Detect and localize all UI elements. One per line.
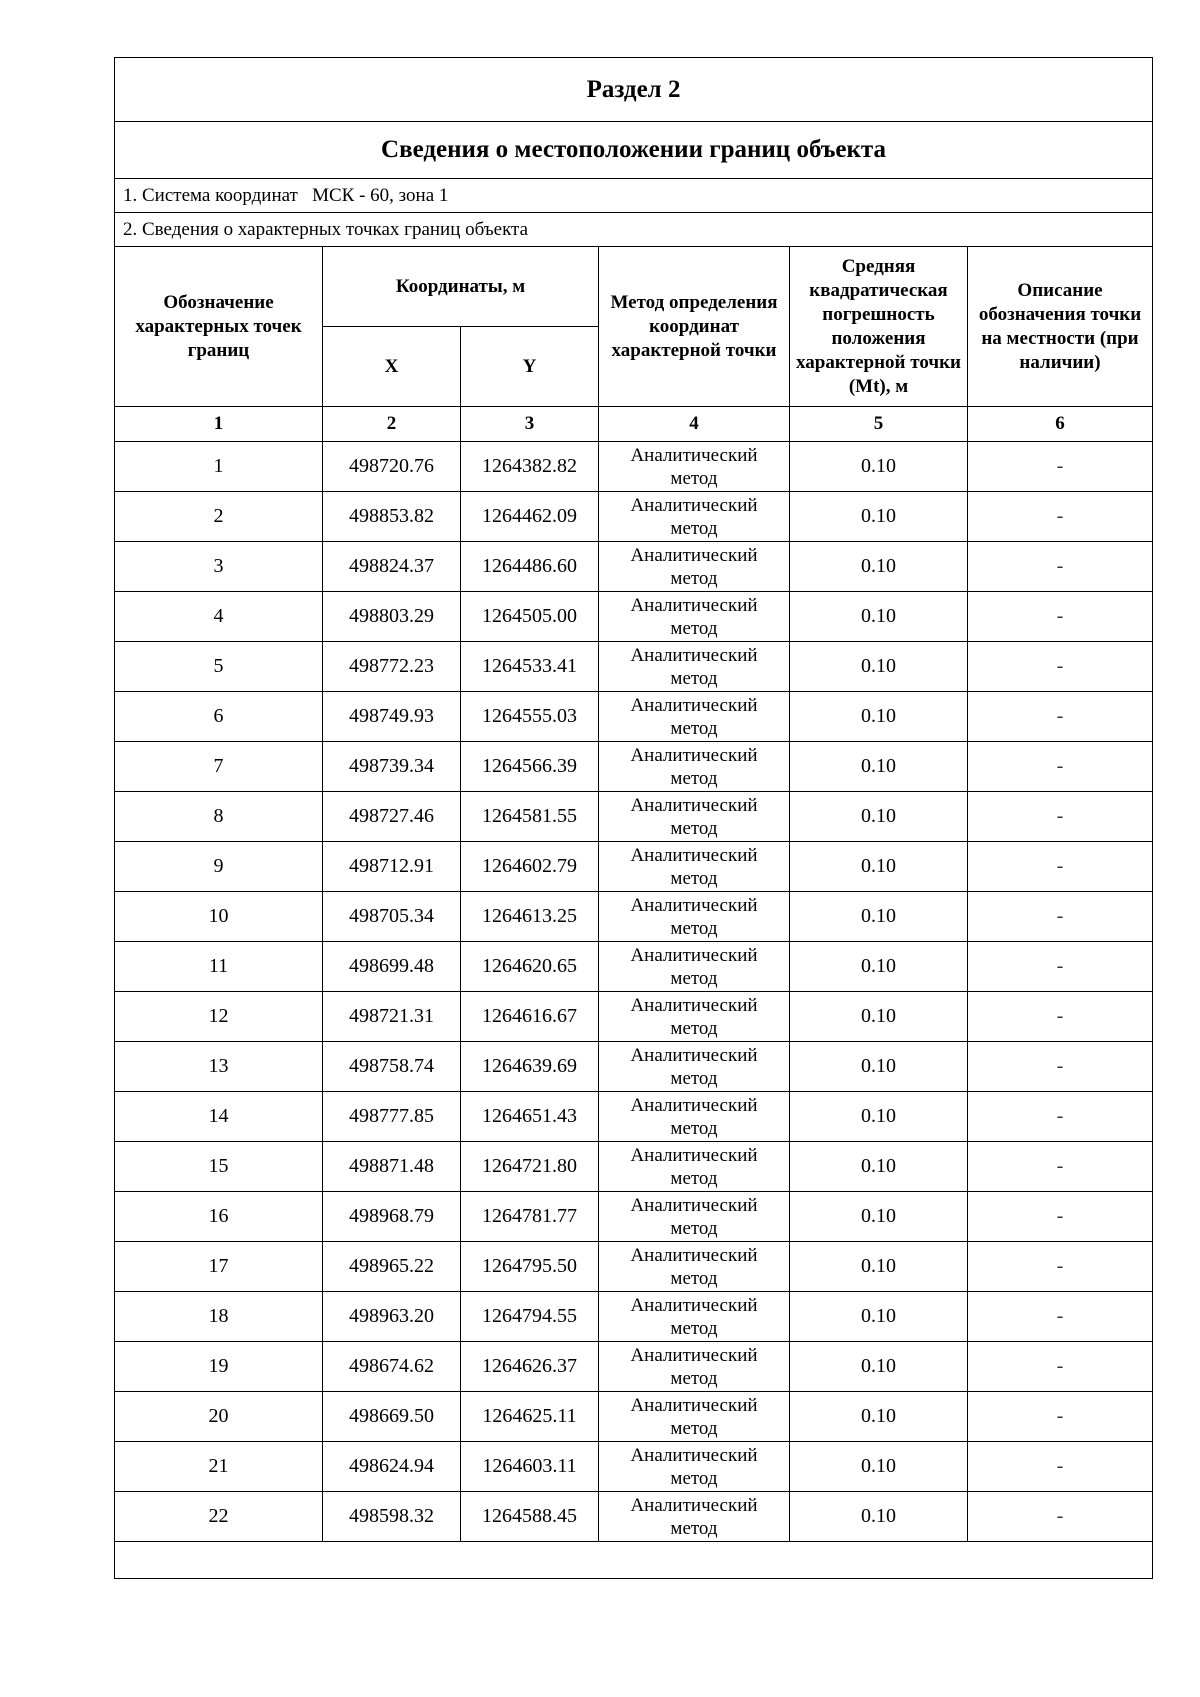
method-line-2: метод	[670, 467, 718, 489]
point-method	[599, 992, 790, 1042]
method-line-2: метод	[670, 1517, 718, 1539]
point-id: 7	[115, 742, 323, 792]
point-method	[599, 1292, 790, 1342]
point-id: 19	[115, 1342, 323, 1392]
point-description: -	[968, 1442, 1153, 1492]
method-line-2: метод	[670, 1467, 718, 1489]
point-id: 13	[115, 1042, 323, 1092]
method-line-1: Аналитический	[630, 1194, 758, 1216]
method-line-1: Аналитический	[630, 594, 758, 616]
point-x: 498965.22	[323, 1242, 461, 1292]
point-x: 498803.29	[323, 592, 461, 642]
table-row	[115, 492, 1153, 542]
point-y: 1264781.77	[461, 1192, 599, 1242]
point-x: 498758.74	[323, 1042, 461, 1092]
point-x: 498721.31	[323, 992, 461, 1042]
point-description: -	[968, 992, 1153, 1042]
point-method	[599, 1142, 790, 1192]
point-x: 498739.34	[323, 742, 461, 792]
point-y: 1264602.79	[461, 842, 599, 892]
point-y: 1264626.37	[461, 1342, 599, 1392]
point-description: -	[968, 542, 1153, 592]
point-y: 1264603.11	[461, 1442, 599, 1492]
point-y: 1264651.43	[461, 1092, 599, 1142]
point-x: 498871.48	[323, 1142, 461, 1192]
method-line-2: метод	[670, 717, 718, 739]
point-mt: 0.10	[790, 792, 968, 842]
method-line-1: Аналитический	[630, 1294, 758, 1316]
point-y: 1264382.82	[461, 442, 599, 492]
table-row	[115, 1292, 1153, 1342]
point-mt: 0.10	[790, 1142, 968, 1192]
method-line-2: метод	[670, 1167, 718, 1189]
point-method	[599, 892, 790, 942]
point-description: -	[968, 1342, 1153, 1392]
method-line-1: Аналитический	[630, 444, 758, 466]
table-row	[115, 1192, 1153, 1242]
section-subtitle: Сведения о местоположении границ объекта	[115, 122, 1153, 179]
point-mt: 0.10	[790, 892, 968, 942]
point-id: 21	[115, 1442, 323, 1492]
method-line-2: метод	[670, 1017, 718, 1039]
point-y: 1264639.69	[461, 1042, 599, 1092]
point-id: 17	[115, 1242, 323, 1292]
point-mt: 0.10	[790, 1292, 968, 1342]
point-x: 498699.48	[323, 942, 461, 992]
header-error: Средняя квадратическая погрешность положения характерной точки (Mt), м	[790, 247, 968, 407]
method-line-1: Аналитический	[630, 1444, 758, 1466]
method-line-2: метод	[670, 667, 718, 689]
point-description: -	[968, 1142, 1153, 1192]
point-mt: 0.10	[790, 592, 968, 642]
method-line-1: Аналитический	[630, 1494, 758, 1516]
column-numbers-row	[115, 407, 1153, 442]
point-id: 1	[115, 442, 323, 492]
point-method	[599, 942, 790, 992]
point-x: 498853.82	[323, 492, 461, 542]
point-description: -	[968, 1092, 1153, 1142]
point-method	[599, 492, 790, 542]
point-id: 16	[115, 1192, 323, 1242]
point-y: 1264566.39	[461, 742, 599, 792]
point-x: 498720.76	[323, 442, 461, 492]
empty-row	[115, 1542, 1153, 1579]
point-method	[599, 1442, 790, 1492]
table-row	[115, 1492, 1153, 1542]
point-mt: 0.10	[790, 742, 968, 792]
column-number: 4	[599, 407, 790, 442]
point-id: 22	[115, 1492, 323, 1542]
method-line-2: метод	[670, 1417, 718, 1439]
point-x: 498777.85	[323, 1092, 461, 1142]
method-line-2: метод	[670, 517, 718, 539]
point-y: 1264533.41	[461, 642, 599, 692]
method-line-2: метод	[670, 767, 718, 789]
table-row	[115, 892, 1153, 942]
point-method	[599, 642, 790, 692]
method-line-1: Аналитический	[630, 1244, 758, 1266]
method-line-2: метод	[670, 1067, 718, 1089]
method-line-1: Аналитический	[630, 844, 758, 866]
method-line-1: Аналитический	[630, 694, 758, 716]
header-designation: Обозначение характерных точек границ	[115, 247, 323, 407]
point-id: 3	[115, 542, 323, 592]
point-description: -	[968, 592, 1153, 642]
point-y: 1264620.65	[461, 942, 599, 992]
method-line-1: Аналитический	[630, 1344, 758, 1366]
point-method	[599, 842, 790, 892]
method-line-2: метод	[670, 1367, 718, 1389]
point-description: -	[968, 692, 1153, 742]
table-row	[115, 1092, 1153, 1142]
table-row	[115, 592, 1153, 642]
point-id: 9	[115, 842, 323, 892]
method-line-2: метод	[670, 567, 718, 589]
table-row	[115, 842, 1153, 892]
method-line-1: Аналитический	[630, 994, 758, 1016]
method-line-2: метод	[670, 1117, 718, 1139]
point-id: 12	[115, 992, 323, 1042]
method-line-1: Аналитический	[630, 894, 758, 916]
method-line-1: Аналитический	[630, 644, 758, 666]
table-row	[115, 442, 1153, 492]
point-id: 5	[115, 642, 323, 692]
header-y: Y	[461, 327, 599, 407]
column-number: 2	[323, 407, 461, 442]
table-row	[115, 1142, 1153, 1192]
point-description: -	[968, 1392, 1153, 1442]
header-coordinates: Координаты, м	[323, 247, 599, 327]
point-method	[599, 742, 790, 792]
point-mt: 0.10	[790, 1442, 968, 1492]
table-row	[115, 992, 1153, 1042]
point-mt: 0.10	[790, 842, 968, 892]
method-line-1: Аналитический	[630, 544, 758, 566]
point-method	[599, 592, 790, 642]
point-description: -	[968, 942, 1153, 992]
point-description: -	[968, 1492, 1153, 1542]
method-line-2: метод	[670, 917, 718, 939]
header-description: Описание обозначения точки на местности (при наличии)	[968, 247, 1153, 407]
point-mt: 0.10	[790, 1042, 968, 1092]
point-x: 498968.79	[323, 1192, 461, 1242]
points-caption: 2. Сведения о характерных точках границ объекта	[115, 213, 1153, 247]
point-y: 1264581.55	[461, 792, 599, 842]
point-method	[599, 1192, 790, 1242]
point-x: 498712.91	[323, 842, 461, 892]
point-x: 498705.34	[323, 892, 461, 942]
method-line-1: Аналитический	[630, 1044, 758, 1066]
method-line-1: Аналитический	[630, 1394, 758, 1416]
coordinate-system: 1. Система координат МСК - 60, зона 1	[115, 179, 1153, 213]
point-y: 1264505.00	[461, 592, 599, 642]
point-y: 1264555.03	[461, 692, 599, 742]
point-y: 1264588.45	[461, 1492, 599, 1542]
point-method	[599, 1492, 790, 1542]
method-line-1: Аналитический	[630, 494, 758, 516]
point-method	[599, 692, 790, 742]
point-method	[599, 542, 790, 592]
point-id: 8	[115, 792, 323, 842]
point-x: 498624.94	[323, 1442, 461, 1492]
empty-cell	[115, 1542, 1153, 1579]
point-description: -	[968, 1242, 1153, 1292]
header-x: X	[323, 327, 461, 407]
point-description: -	[968, 442, 1153, 492]
section-title: Раздел 2	[115, 58, 1153, 122]
point-x: 498772.23	[323, 642, 461, 692]
table-row	[115, 742, 1153, 792]
point-x: 498749.93	[323, 692, 461, 742]
column-number: 5	[790, 407, 968, 442]
point-id: 6	[115, 692, 323, 742]
method-line-1: Аналитический	[630, 794, 758, 816]
method-line-2: метод	[670, 867, 718, 889]
document-sheet	[114, 57, 1152, 1579]
table-row	[115, 1392, 1153, 1442]
point-method	[599, 442, 790, 492]
point-description: -	[968, 792, 1153, 842]
method-line-1: Аналитический	[630, 744, 758, 766]
point-y: 1264613.25	[461, 892, 599, 942]
point-x: 498598.32	[323, 1492, 461, 1542]
point-x: 498824.37	[323, 542, 461, 592]
point-method	[599, 1092, 790, 1142]
point-id: 20	[115, 1392, 323, 1442]
point-mt: 0.10	[790, 1392, 968, 1442]
point-x: 498727.46	[323, 792, 461, 842]
header-method: Метод определения координат характерной точки	[599, 247, 790, 407]
table-row	[115, 642, 1153, 692]
boundary-points-table	[114, 57, 1153, 1579]
table-row	[115, 542, 1153, 592]
method-line-1: Аналитический	[630, 1094, 758, 1116]
point-mt: 0.10	[790, 442, 968, 492]
point-method	[599, 1042, 790, 1092]
method-line-2: метод	[670, 1317, 718, 1339]
point-x: 498963.20	[323, 1292, 461, 1342]
point-mt: 0.10	[790, 1092, 968, 1142]
column-number: 1	[115, 407, 323, 442]
point-id: 18	[115, 1292, 323, 1342]
point-description: -	[968, 842, 1153, 892]
table-row	[115, 1042, 1153, 1092]
point-y: 1264625.11	[461, 1392, 599, 1442]
point-mt: 0.10	[790, 1342, 968, 1392]
point-mt: 0.10	[790, 642, 968, 692]
point-description: -	[968, 492, 1153, 542]
point-method	[599, 1342, 790, 1392]
point-method	[599, 792, 790, 842]
table-row	[115, 692, 1153, 742]
method-line-2: метод	[670, 1217, 718, 1239]
table-row	[115, 1242, 1153, 1292]
point-mt: 0.10	[790, 1192, 968, 1242]
method-line-2: метод	[670, 967, 718, 989]
point-description: -	[968, 742, 1153, 792]
point-description: -	[968, 642, 1153, 692]
point-id: 10	[115, 892, 323, 942]
point-description: -	[968, 1042, 1153, 1092]
table-row	[115, 792, 1153, 842]
point-method	[599, 1392, 790, 1442]
point-mt: 0.10	[790, 1242, 968, 1292]
point-mt: 0.10	[790, 492, 968, 542]
point-y: 1264794.55	[461, 1292, 599, 1342]
table-row	[115, 942, 1153, 992]
point-y: 1264795.50	[461, 1242, 599, 1292]
point-y: 1264462.09	[461, 492, 599, 542]
method-line-1: Аналитический	[630, 1144, 758, 1166]
table-row	[115, 1342, 1153, 1392]
point-mt: 0.10	[790, 992, 968, 1042]
point-description: -	[968, 892, 1153, 942]
point-x: 498669.50	[323, 1392, 461, 1442]
column-number: 6	[968, 407, 1153, 442]
point-description: -	[968, 1292, 1153, 1342]
point-id: 15	[115, 1142, 323, 1192]
method-line-1: Аналитический	[630, 944, 758, 966]
point-x: 498674.62	[323, 1342, 461, 1392]
point-mt: 0.10	[790, 1492, 968, 1542]
method-line-2: метод	[670, 817, 718, 839]
point-id: 11	[115, 942, 323, 992]
method-line-2: метод	[670, 1267, 718, 1289]
point-y: 1264721.80	[461, 1142, 599, 1192]
point-description: -	[968, 1192, 1153, 1242]
point-mt: 0.10	[790, 542, 968, 592]
point-method	[599, 1242, 790, 1292]
point-mt: 0.10	[790, 692, 968, 742]
point-id: 2	[115, 492, 323, 542]
table-row	[115, 1442, 1153, 1492]
point-y: 1264486.60	[461, 542, 599, 592]
point-mt: 0.10	[790, 942, 968, 992]
column-number: 3	[461, 407, 599, 442]
point-id: 14	[115, 1092, 323, 1142]
method-line-2: метод	[670, 617, 718, 639]
point-y: 1264616.67	[461, 992, 599, 1042]
point-id: 4	[115, 592, 323, 642]
